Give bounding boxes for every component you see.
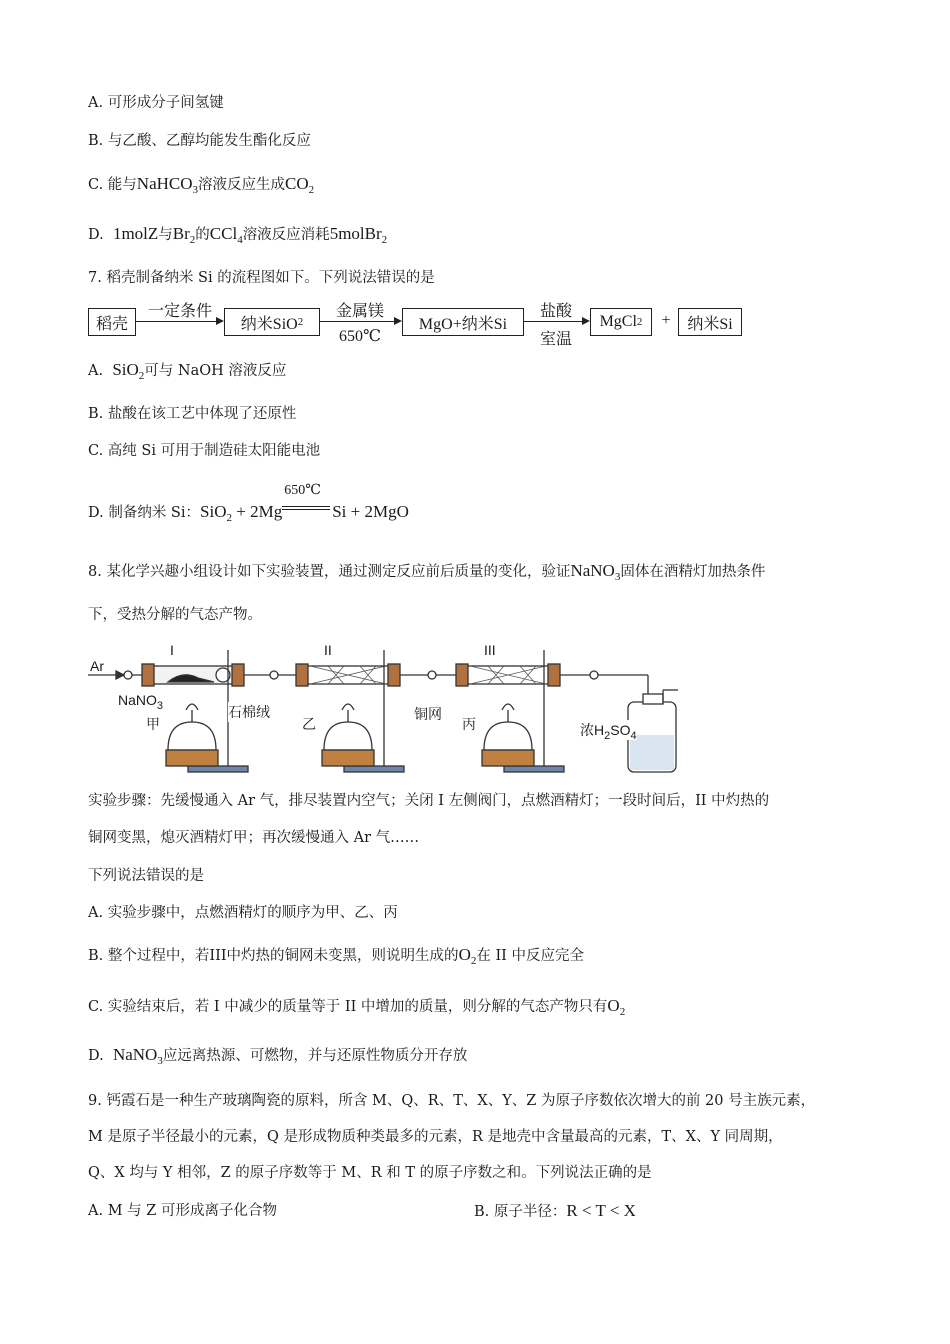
q8-stem-line2: 下，受热分解的气态产物。	[88, 607, 262, 623]
q7-option-c: C. 高纯 Si 可用于制造硅太阳能电池	[88, 443, 321, 459]
q9-stem-line1: 9. 钙霞石是一种生产玻璃陶瓷的原料，所含 M、Q、R、T、X、Y、Z 为原子序数依次增大的前 20 号主族元素，	[88, 1093, 816, 1109]
label-lamp-bing: 丙	[462, 716, 476, 732]
flow-box-rice-husk: 稻壳	[88, 308, 136, 336]
q6-option-b: B. 与乙酸、乙醇均能发生酯化反应	[88, 133, 311, 149]
q8-option-d: D. NaNO$_3$应远离热源、可燃物，并与还原性物质分开存放	[88, 1045, 468, 1067]
q9-option-a: A. M 与 Z 可形成离子化合物	[88, 1203, 277, 1219]
flow-box-nano-sio2: 纳米SiO 2	[224, 308, 320, 336]
q7-flowchart	[88, 300, 768, 350]
flow-plus: +	[661, 312, 671, 329]
q8-steps-line2: 铜网变黑，熄灭酒精灯甲；再次缓慢通入 Ar 气……	[88, 830, 420, 846]
q9-stem-line3: Q、X 均与 Y 相邻，Z 的原子序数等于 M、R 和 T 的原子序数之和。下列说法正确的是	[88, 1165, 652, 1181]
label-asbestos: 石棉绒	[228, 704, 270, 720]
q7-stem: 7. 稻壳制备纳米 Si 的流程图如下。下列说法错误的是	[88, 270, 435, 286]
q8-stem-line1: 8. 某化学兴趣小组设计如下实验装置，通过测定反应前后质量的变化，验证NaNO$_3$固体在酒精灯加热条件	[88, 561, 766, 583]
q8-apparatus-diagram	[88, 640, 688, 775]
flow-arrow-3-top: 盐酸	[539, 303, 572, 320]
q9-option-b: B. 原子半径：R < T < X	[474, 1201, 636, 1220]
label-tube-ii: II	[324, 642, 332, 658]
flow-arrow-3	[524, 321, 588, 322]
q6-option-c: C. 能与NaHCO$_3$溶液反应生成$CO_2$	[88, 174, 315, 196]
q9-stem-line2: M 是原子半径最小的元素，Q 是形成物质种类最多的元素，R 是地壳中含量最高的元素，T、X、Y 同周期，	[88, 1129, 783, 1145]
q6-option-d: D. 1molZ与$Br_2$的CCl$_4$溶液反应消耗5molBr$_2$	[88, 224, 388, 246]
label-lamp-yi: 乙	[302, 716, 316, 732]
q7-option-d: D. 制备纳米 Si：SiO$_2$ + 2Mg 650℃ Si + 2MgO	[88, 483, 409, 524]
q8-option-c: C. 实验结束后，若 I 中减少的质量等于 II 中增加的质量，则分解的气态产物只有$O_2$	[88, 996, 626, 1018]
q8-steps-line1: 实验步骤：先缓慢通入 Ar 气，排尽装置内空气；关闭 I 左侧阀门，点燃酒精灯；一段时间后，II 中灼热的	[88, 793, 770, 809]
flow-arrow-3-bottom: 室温	[539, 331, 572, 348]
label-conc-h2so4: 浓$H_2SO_4$	[580, 722, 637, 742]
label-ar: Ar	[90, 658, 104, 674]
flow-box-nano-si: 纳米Si	[678, 308, 742, 336]
label-copper-mesh: 铜网	[414, 706, 442, 722]
flow-arrow-1	[136, 321, 222, 322]
flow-arrow-2-top: 金属镁	[335, 303, 384, 320]
reaction-condition-equals: 650℃	[282, 497, 332, 517]
flow-arrow-2	[320, 321, 400, 322]
flow-arrow-2-bottom: 650℃	[339, 328, 381, 345]
flow-box-mgcl2: MgCl 2	[590, 308, 652, 336]
q8-question: 下列说法错误的是	[88, 868, 204, 884]
label-tube-i: I	[170, 642, 174, 658]
label-tube-iii: III	[484, 642, 496, 658]
label-nano3: NaNO$_3$	[118, 692, 164, 712]
q8-option-a: A. 实验步骤中，点燃酒精灯的顺序为甲、乙、丙	[88, 905, 398, 921]
q8-option-b: B. 整个过程中，若III中灼热的铜网未变黑，则说明生成的$O_2$在 II 中反应完全	[88, 945, 585, 967]
flow-box-mgo-si: MgO+纳米Si	[402, 308, 524, 336]
q7-option-a: A. SiO$_2$可与 NaOH 溶液反应	[88, 360, 287, 382]
q6-option-a: A. 可形成分子间氢键	[88, 95, 224, 111]
label-lamp-jia: 甲	[146, 716, 160, 732]
flow-arrow-1-label: 一定条件	[147, 303, 212, 320]
q7-option-b: B. 盐酸在该工艺中体现了还原性	[88, 406, 297, 422]
apparatus-drawing	[88, 640, 688, 775]
